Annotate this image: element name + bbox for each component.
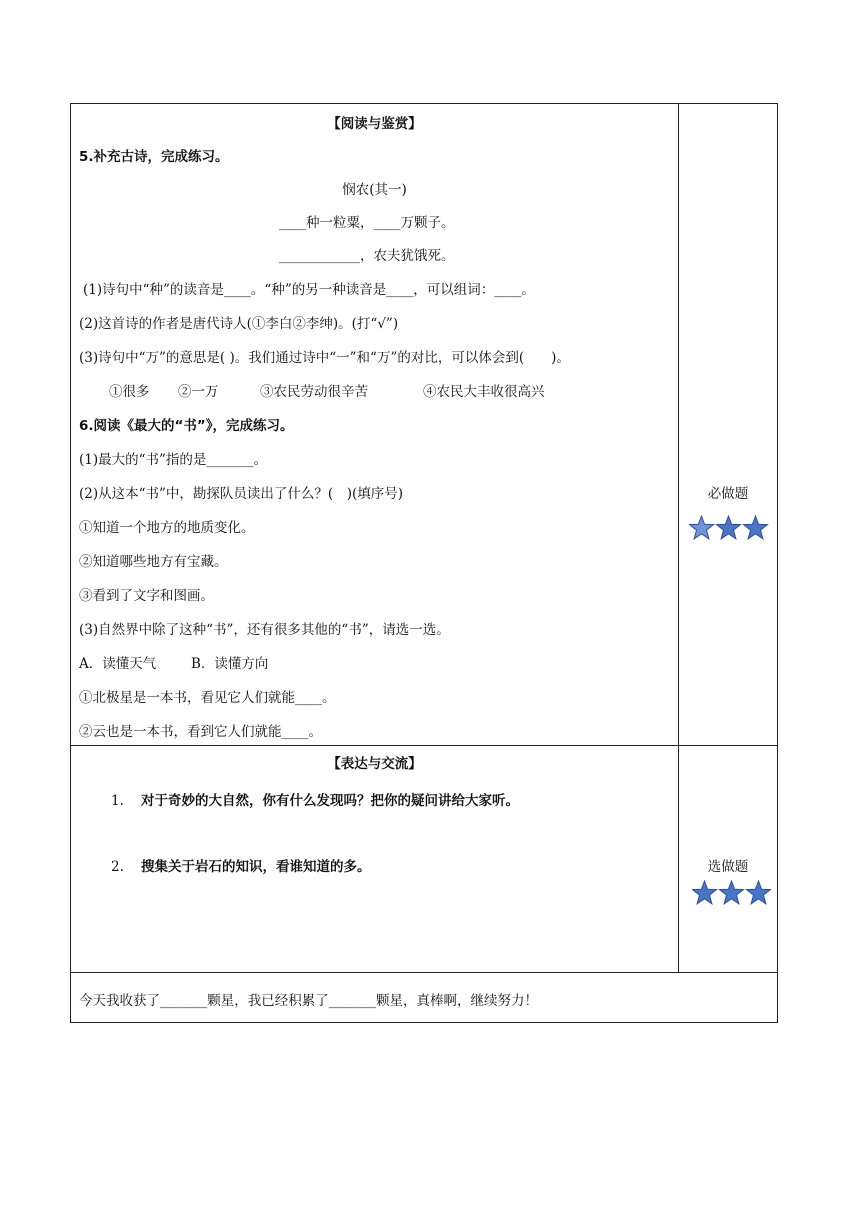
expression-item-1-number: 1. bbox=[111, 793, 124, 809]
expression-item-2-number: 2. bbox=[111, 859, 124, 875]
question-6-3-b: ②云也是一本书，看到它人们就能____。 bbox=[79, 724, 322, 740]
option-5-a: ①很多 bbox=[109, 384, 150, 400]
star-rating-optional bbox=[692, 880, 772, 906]
optional-label: 选做题 bbox=[707, 859, 749, 875]
question-5-1: (1)诗句中“种”的读音是____。“种”的另一种读音是____，可以组词：____。 bbox=[83, 282, 535, 298]
required-label: 必做题 bbox=[707, 486, 749, 502]
question-5-2: (2)这首诗的作者是唐代诗人(①李白②李绅)。(打“√”) bbox=[79, 316, 399, 332]
option-6-b: B．读懂方向 bbox=[191, 656, 269, 672]
question-6-3: (3)自然界中除了这种“书”，还有很多其他的“书”，请选一选。 bbox=[79, 622, 450, 638]
column-divider bbox=[678, 104, 679, 972]
footer-summary: 今天我收获了_______颗星，我已经积累了_______颗星，真棒啊，继续努力！ bbox=[79, 993, 538, 1009]
question-6-title: 6.阅读《最大的“书”》，完成练习。 bbox=[79, 418, 294, 434]
section-heading-reading: 【阅读与鉴赏】 bbox=[327, 116, 422, 132]
row-divider bbox=[71, 972, 777, 973]
row-divider bbox=[71, 745, 777, 746]
poem-line-2: ____________，农夫犹饿死。 bbox=[279, 248, 455, 264]
poem-line-1: ____种一粒粟，____万颗子。 bbox=[279, 215, 455, 231]
star-icon bbox=[693, 881, 717, 904]
question-6-2-option-a: ①知道一个地方的地质变化。 bbox=[79, 520, 255, 536]
star-icon bbox=[744, 516, 768, 539]
option-6-a: A．读懂天气 bbox=[79, 656, 157, 672]
expression-item-1-text: 对于奇妙的大自然，你有什么发现吗？把你的疑问讲给大家听。 bbox=[141, 793, 519, 809]
option-5-c: ③农民劳动很辛苦 bbox=[260, 384, 368, 400]
star-icon bbox=[690, 516, 714, 539]
star-icon bbox=[747, 881, 771, 904]
question-6-2-option-c: ③看到了文字和图画。 bbox=[79, 588, 214, 604]
worksheet-table bbox=[70, 103, 778, 1023]
star-icon bbox=[720, 881, 744, 904]
question-6-3-a: ①北极星是一本书，看见它人们就能____。 bbox=[79, 690, 336, 706]
star-icon bbox=[717, 516, 741, 539]
star-rating-required bbox=[689, 515, 769, 541]
option-5-b: ②一万 bbox=[178, 384, 219, 400]
poem-title: 悯农(其一) bbox=[342, 182, 407, 198]
option-5-d: ④农民大丰收很高兴 bbox=[423, 384, 545, 400]
expression-item-2-text: 搜集关于岩石的知识，看谁知道的多。 bbox=[141, 859, 371, 875]
question-6-1: (1)最大的“书”指的是_______。 bbox=[79, 452, 268, 468]
question-5-3: (3)诗句中“万”的意思是( )。我们通过诗中“一”和“万”的对比，可以体会到( )。 bbox=[79, 350, 570, 366]
question-5-title: 5.补充古诗，完成练习。 bbox=[79, 149, 229, 165]
question-6-2: (2)从这本“书”中，勘探队员读出了什么？( )(填序号) bbox=[79, 486, 403, 502]
section-heading-expression: 【表达与交流】 bbox=[327, 756, 422, 772]
question-6-2-option-b: ②知道哪些地方有宝藏。 bbox=[79, 554, 228, 570]
